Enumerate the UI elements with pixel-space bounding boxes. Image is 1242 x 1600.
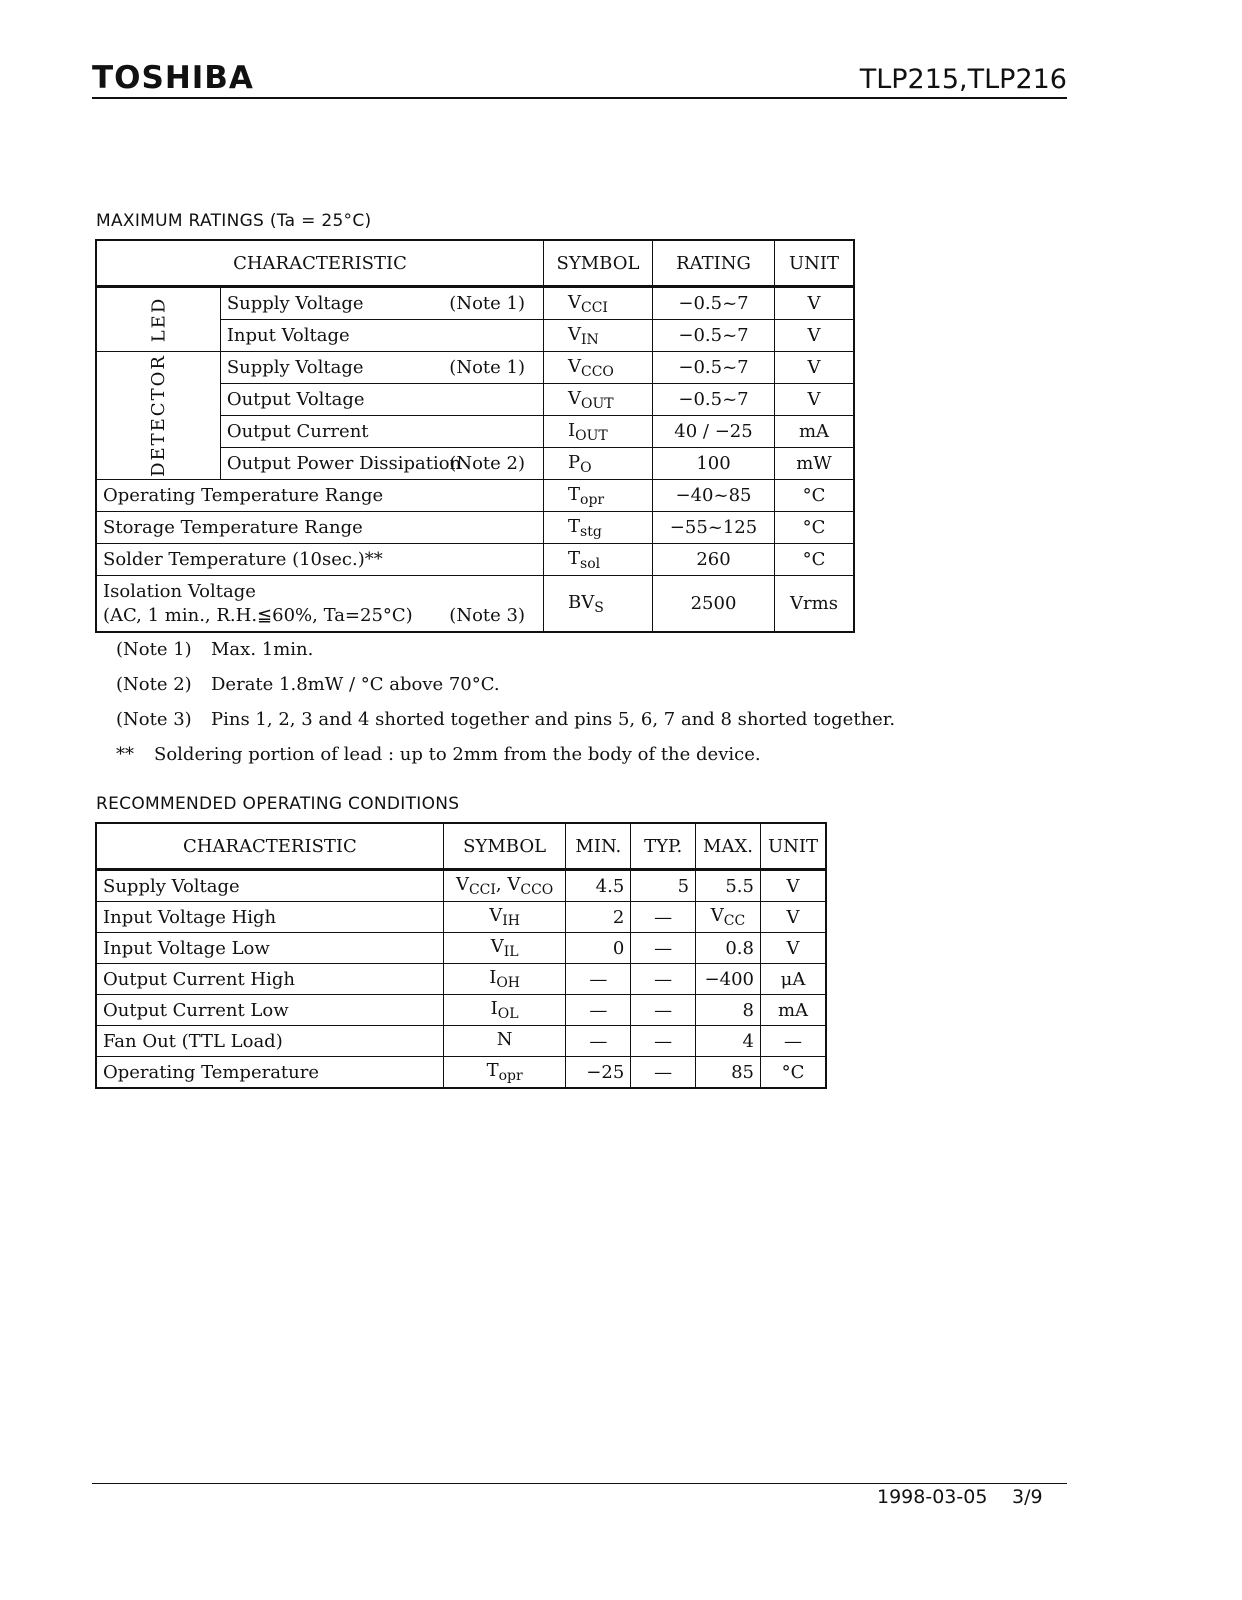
row-symbol: $I_{OUT}$ [544,416,653,448]
footer-divider [92,1483,1067,1484]
row-symbol: $V_{IH}$ [443,902,566,933]
note-item: (Note 1) Max. 1min. [116,639,314,660]
footer-date: 1998-03-05 [877,1486,988,1508]
row-characteristic: Operating Temperature Range [96,480,544,512]
table-header-row [96,240,854,287]
row-max: 4 [696,1026,761,1057]
row-unit: mA [760,995,826,1026]
row-typ: — [631,1057,696,1089]
row-characteristic: Supply Voltage [96,870,443,902]
row-characteristic: Output Voltage [220,384,543,416]
row-typ: — [631,933,696,964]
row-symbol: $T_{stg}$ [544,512,653,544]
row-min: — [566,995,631,1026]
header-unit: UNIT [775,240,855,287]
row-symbol: $V_{IN}$ [544,320,653,352]
row-typ: — [631,964,696,995]
row-max: −400 [696,964,761,995]
row-min: — [566,1026,631,1057]
row-symbol: $I_{OH}$ [443,964,566,995]
row-characteristic: Supply Voltage (Note 1) [220,287,543,320]
header-symbol: SYMBOL [443,823,566,870]
row-unit: V [760,902,826,933]
table-row [96,512,854,544]
row-typ: 5 [631,870,696,902]
row-max: 5.5 [696,870,761,902]
row-rating: −0.5~7 [653,384,775,416]
row-min: 2 [566,902,631,933]
row-unit: °C [775,512,855,544]
row-unit: °C [775,544,855,576]
page-number: 3/9 [1012,1486,1043,1508]
notes-list [116,640,895,780]
row-unit: V [775,384,855,416]
header-max: MAX. [696,823,761,870]
part-number: TLP215,TLP216 [859,64,1067,95]
row-unit: V [760,870,826,902]
row-characteristic: Storage Temperature Range [96,512,544,544]
table-row [96,287,854,320]
row-rating: −0.5~7 [653,287,775,320]
row-unit: mW [775,448,855,480]
row-typ: — [631,1026,696,1057]
row-rating: 260 [653,544,775,576]
table-row [96,1026,826,1057]
row-min: −25 [566,1057,631,1089]
table-row [96,995,826,1026]
row-typ: — [631,995,696,1026]
row-characteristic: Output Current High [96,964,443,995]
header-rating: RATING [653,240,775,287]
row-rating: −40~85 [653,480,775,512]
row-unit: V [760,933,826,964]
header-min: MIN. [566,823,631,870]
recommended-title: RECOMMENDED OPERATING CONDITIONS [96,794,460,814]
header-characteristic: CHARACTERISTIC [96,240,544,287]
row-symbol: $T_{opr}$ [443,1057,566,1089]
row-characteristic: Output Current [220,416,543,448]
row-unit: °C [760,1057,826,1089]
row-max: 8 [696,995,761,1026]
row-characteristic: Input Voltage High [96,902,443,933]
row-unit: V [775,287,855,320]
note-item: ** Soldering portion of lead : up to 2mm from the body of the device. [116,744,761,765]
max-ratings-title: MAXIMUM RATINGS (Ta = 25°C) [96,211,372,231]
row-unit: V [775,352,855,384]
row-rating: 40 / −25 [653,416,775,448]
row-characteristic: Fan Out (TTL Load) [96,1026,443,1057]
row-characteristic: Output Current Low [96,995,443,1026]
row-min: — [566,964,631,995]
header-divider [92,97,1067,99]
row-symbol: $V_{CCO}$ [544,352,653,384]
row-unit: mA [775,416,855,448]
row-symbol: $V_{CCI}$ [544,287,653,320]
row-min: 0 [566,933,631,964]
row-symbol: $V_{IL}$ [443,933,566,964]
row-unit: — [760,1026,826,1057]
header-typ: TYP. [631,823,696,870]
row-unit: V [775,320,855,352]
table-row [96,544,854,576]
group-led: LED [96,287,220,352]
header-symbol: SYMBOL [544,240,653,287]
row-max: 0.8 [696,933,761,964]
header-characteristic: CHARACTERISTIC [96,823,443,870]
row-characteristic: Solder Temperature (10sec.)** [96,544,544,576]
row-rating: −0.5~7 [653,320,775,352]
row-max: $V_{CC}$ [696,902,761,933]
row-symbol: $T_{sol}$ [544,544,653,576]
row-rating: −55~125 [653,512,775,544]
table-row [96,480,854,512]
row-characteristic: Isolation Voltage (AC, 1 min., R.H.≦60%, Ta=25°C) (Note 3) [96,576,544,633]
row-characteristic: Input Voltage [220,320,543,352]
group-detector: DETECTOR [96,352,220,480]
note-item: (Note 3) Pins 1, 2, 3 and 4 shorted together and pins 5, 6, 7 and 8 shorted together. [116,709,896,730]
row-symbol: $I_{OL}$ [443,995,566,1026]
row-unit: μA [760,964,826,995]
row-characteristic: Supply Voltage (Note 1) [220,352,543,384]
header-unit: UNIT [760,823,826,870]
row-rating: 2500 [653,576,775,633]
table-row [96,576,854,633]
table-header-row [96,823,826,870]
row-min: 4.5 [566,870,631,902]
max-ratings-table [95,239,855,633]
table-row [96,902,826,933]
table-row [96,870,826,902]
table-row [96,352,854,384]
row-symbol: $V_{CCI}$, $V_{CCO}$ [443,870,566,902]
table-row [96,964,826,995]
recommended-conditions-table [95,822,827,1089]
table-row [96,1057,826,1089]
row-max: 85 [696,1057,761,1089]
row-symbol: $V_{OUT}$ [544,384,653,416]
row-unit: Vrms [775,576,855,633]
table-row [96,933,826,964]
row-symbol: $BV_S$ [544,576,653,633]
row-characteristic: Input Voltage Low [96,933,443,964]
row-characteristic: Output Power Dissipation (Note 2) [220,448,543,480]
row-symbol: $P_O$ [544,448,653,480]
note-item: (Note 2) Derate 1.8mW / °C above 70°C. [116,674,500,695]
row-characteristic: Operating Temperature [96,1057,443,1089]
row-rating: 100 [653,448,775,480]
row-symbol: $T_{opr}$ [544,480,653,512]
row-rating: −0.5~7 [653,352,775,384]
row-typ: — [631,902,696,933]
brand-logo: TOSHIBA [92,60,254,96]
row-unit: °C [775,480,855,512]
row-symbol: N [443,1026,566,1057]
